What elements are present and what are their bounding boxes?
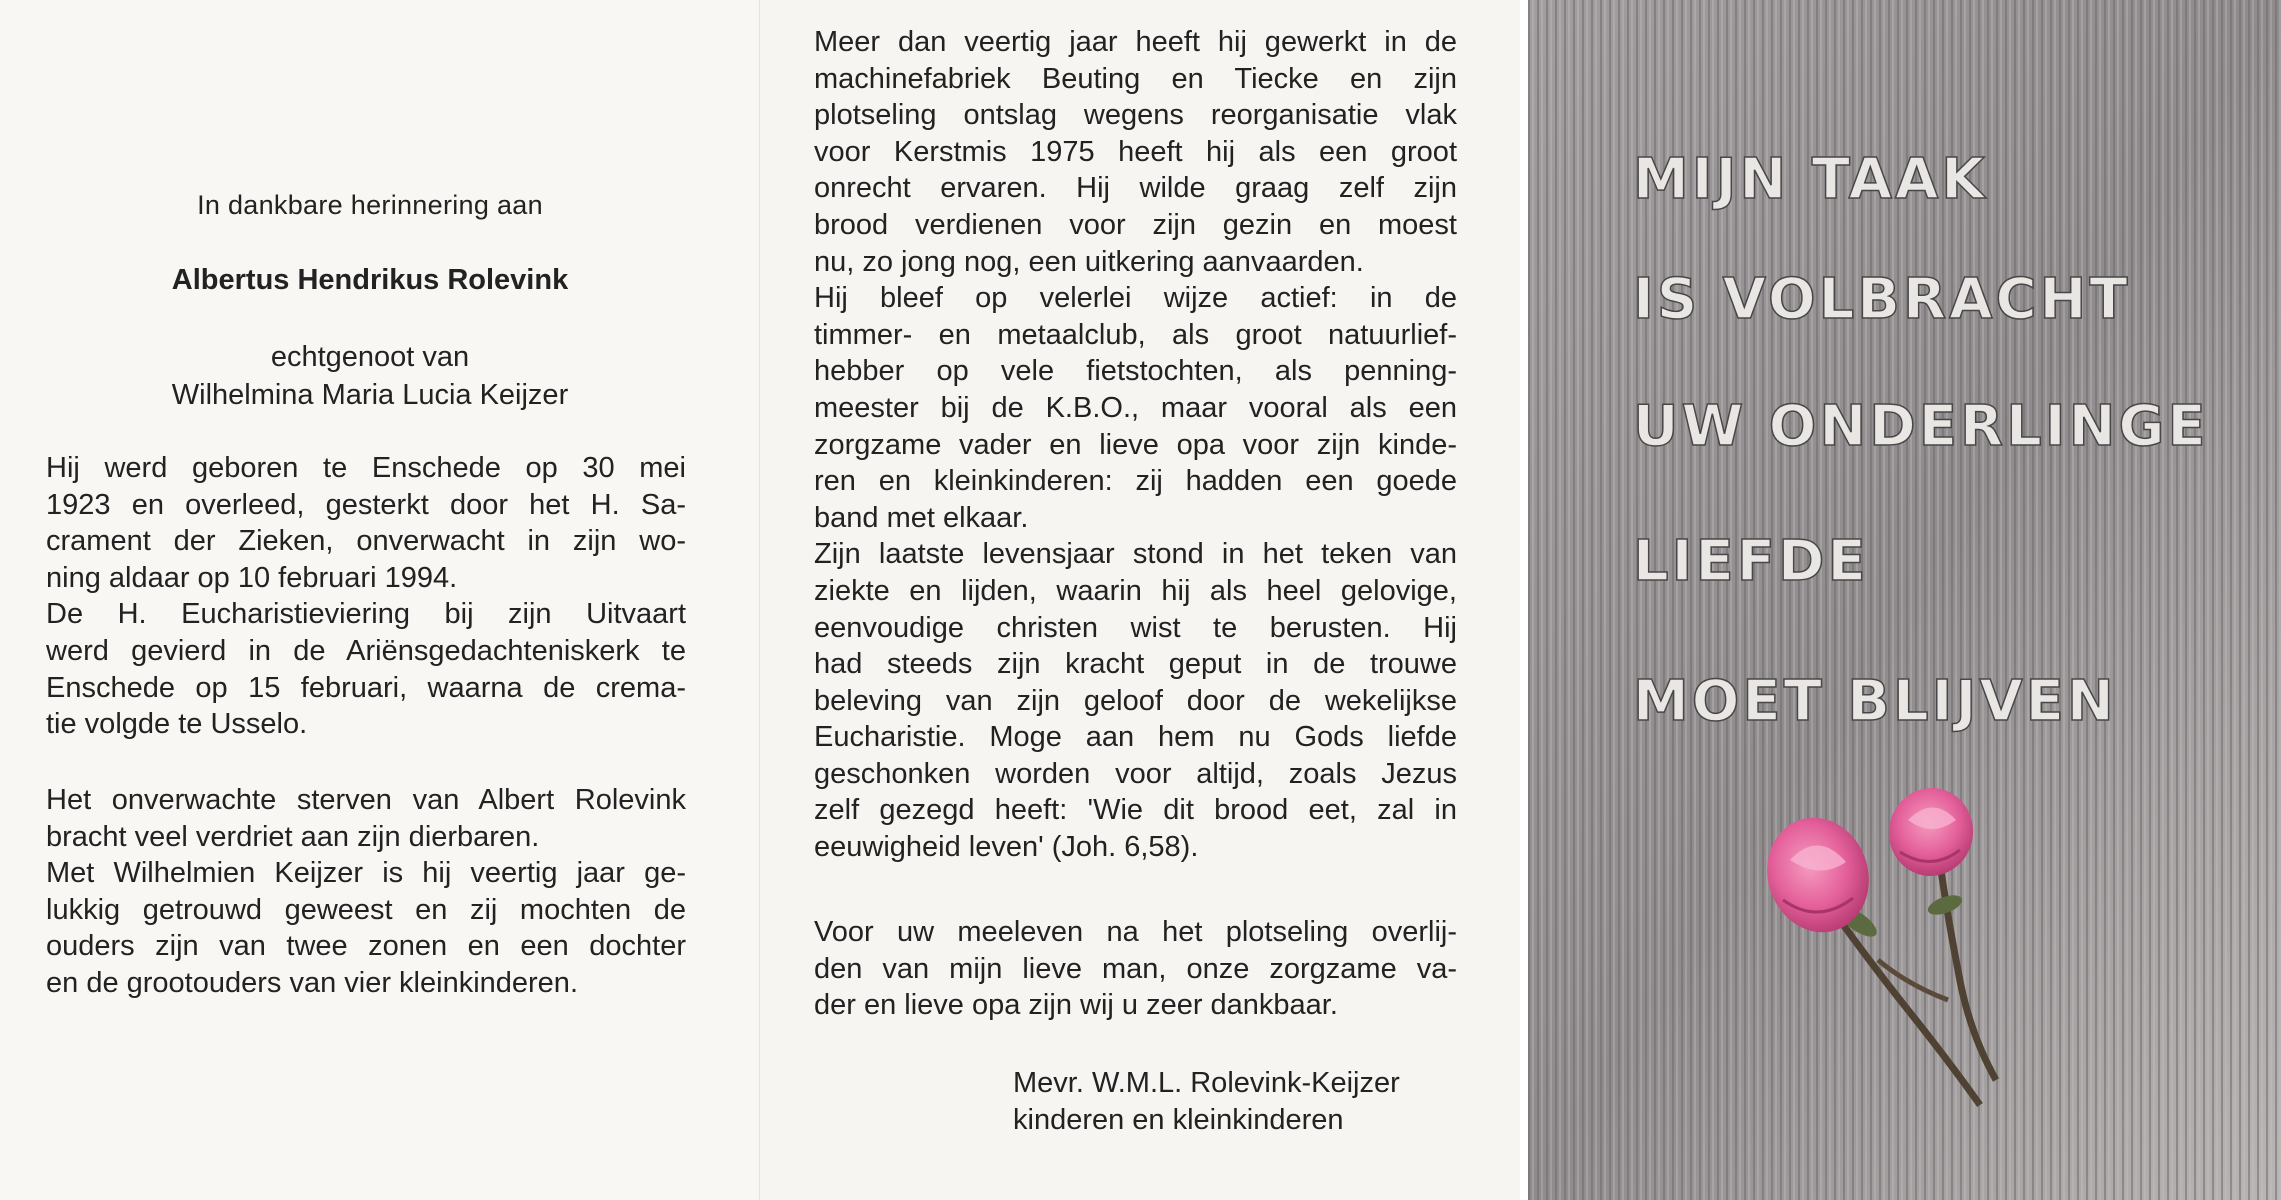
text-line: tie volgde te Usselo. [46,708,308,741]
memorial-photo [1528,0,2281,1200]
text-line: nu, zo jong nog, een uitkering aanvaarden. [814,245,1364,278]
text-line: Voor uw meeleven na het plotseling overlij- [814,916,1457,948]
text-line: Zijn laatste levensjaar stond in het teken van [814,538,1457,571]
text-line: machinefabriek Beuting en Tiecke en zijn [814,62,1457,95]
inscription-line-4: LIEFDE [1633,529,1869,594]
text-line: werd gevierd in de Ariënsgedachteniskerk te [46,634,686,667]
text-line: der en lieve opa zijn wij u zeer dankbaar. [814,989,1338,1022]
text-line: ouders zijn van twee zonen en een dochter [46,930,686,963]
text-line: zelf gezegd heeft: 'Wie dit brood eet, zal in [814,794,1457,827]
left-panel [0,0,760,1200]
deceased-name: Albertus Hendrikus Rolevink [171,264,569,296]
text-line: Met Wilhelmien Keijzer is hij veertig jaar ge- [46,857,686,890]
inscription-line-1: MIJN TAAK [1633,147,1988,212]
text-line: bracht veel verdriet aan zijn dierbaren. [46,820,540,853]
life-paragraph [814,24,1457,866]
inscription-line-3: UW ONDERLINGE [1633,394,2209,459]
thanks-paragraph [814,914,1457,1024]
text-line: onrecht ervaren. Hij wilde graag zelf zijn [814,172,1457,205]
text-line: Het onverwachte sterven van Albert Rolevink [46,784,686,816]
signature [1013,1065,1400,1139]
spouse-line-2: Wilhelmina Maria Lucia Keijzer [171,379,569,411]
text-line: meester bij de K.B.O., maar vooral als een [814,391,1457,424]
text-line: eeuwigheid leven' (Joh. 6,58). [814,831,1199,864]
signature-line-1: Mevr. W.M.L. Rolevink-Keijzer [1013,1067,1400,1099]
text-line: De H. Eucharistieviering bij zijn Uitvaart [46,598,686,631]
text-line: ziekte en lijden, waarin hij als heel gelovige, [814,574,1457,607]
text-line: lukkig getrouwd geweest en zij mochten de [46,893,686,926]
text-line: plotseling ontslag wegens reorganisatie vlak [814,99,1457,132]
text-line: had steeds zijn kracht geput in de trouwe [814,648,1457,681]
text-line: Meer dan veertig jaar heeft hij gewerkt in de [814,26,1457,58]
text-line: ning aldaar op 10 februari 1994. [46,561,458,594]
text-line: brood verdienen voor zijn gezin en moest [814,208,1457,241]
text-line: crament der Zieken, onverwacht in zijn wo- [46,525,686,558]
middle-panel [760,0,1520,1200]
text-line: Hij bleef op velerlei wijze actief: in de [814,282,1457,315]
family-paragraph [46,782,686,1002]
inscription-line-5: MOET BLIJVEN [1633,669,2117,734]
text-line: zorgzame vader en lieve opa voor zijn kinde- [814,428,1457,461]
text-line: band met elkaar. [814,501,1029,534]
text-line: voor Kerstmis 1975 heeft hij als een groot [814,135,1457,168]
text-line: den van mijn lieve man, onze zorgzame va- [814,952,1457,985]
signature-line-2: kinderen en kleinkinderen [1013,1104,1344,1136]
text-line: beleving van zijn geloof door de wekelijkse [814,684,1457,717]
text-line: Eucharistie. Moge aan hem nu Gods liefde [814,721,1457,754]
text-line: geschonken worden voor altijd, zoals Jezus [814,757,1457,790]
text-line: hebber op vele fietstochten, als penning- [814,355,1457,388]
biography-paragraph [46,450,686,743]
text-line: ren en kleinkinderen: zij hadden een goede [814,465,1457,498]
inscription-line-2: IS VOLBRACHT [1633,267,2131,332]
text-line: en de grootouders van vier kleinkinderen. [46,966,578,999]
spouse-line-1: echtgenoot van [270,341,470,373]
intro-text: In dankbare herinnering aan [197,190,543,220]
text-line: timmer- en metaalclub, als groot natuurlief- [814,318,1457,351]
text-line: Hij werd geboren te Enschede op 30 mei [46,452,686,484]
text-line: 1923 en overleed, gesterkt door het H. Sa- [46,488,686,521]
text-line: eenvoudige christen wist te berusten. Hij [814,611,1457,644]
text-line: Enschede op 15 februari, waarna de crema- [46,671,686,704]
